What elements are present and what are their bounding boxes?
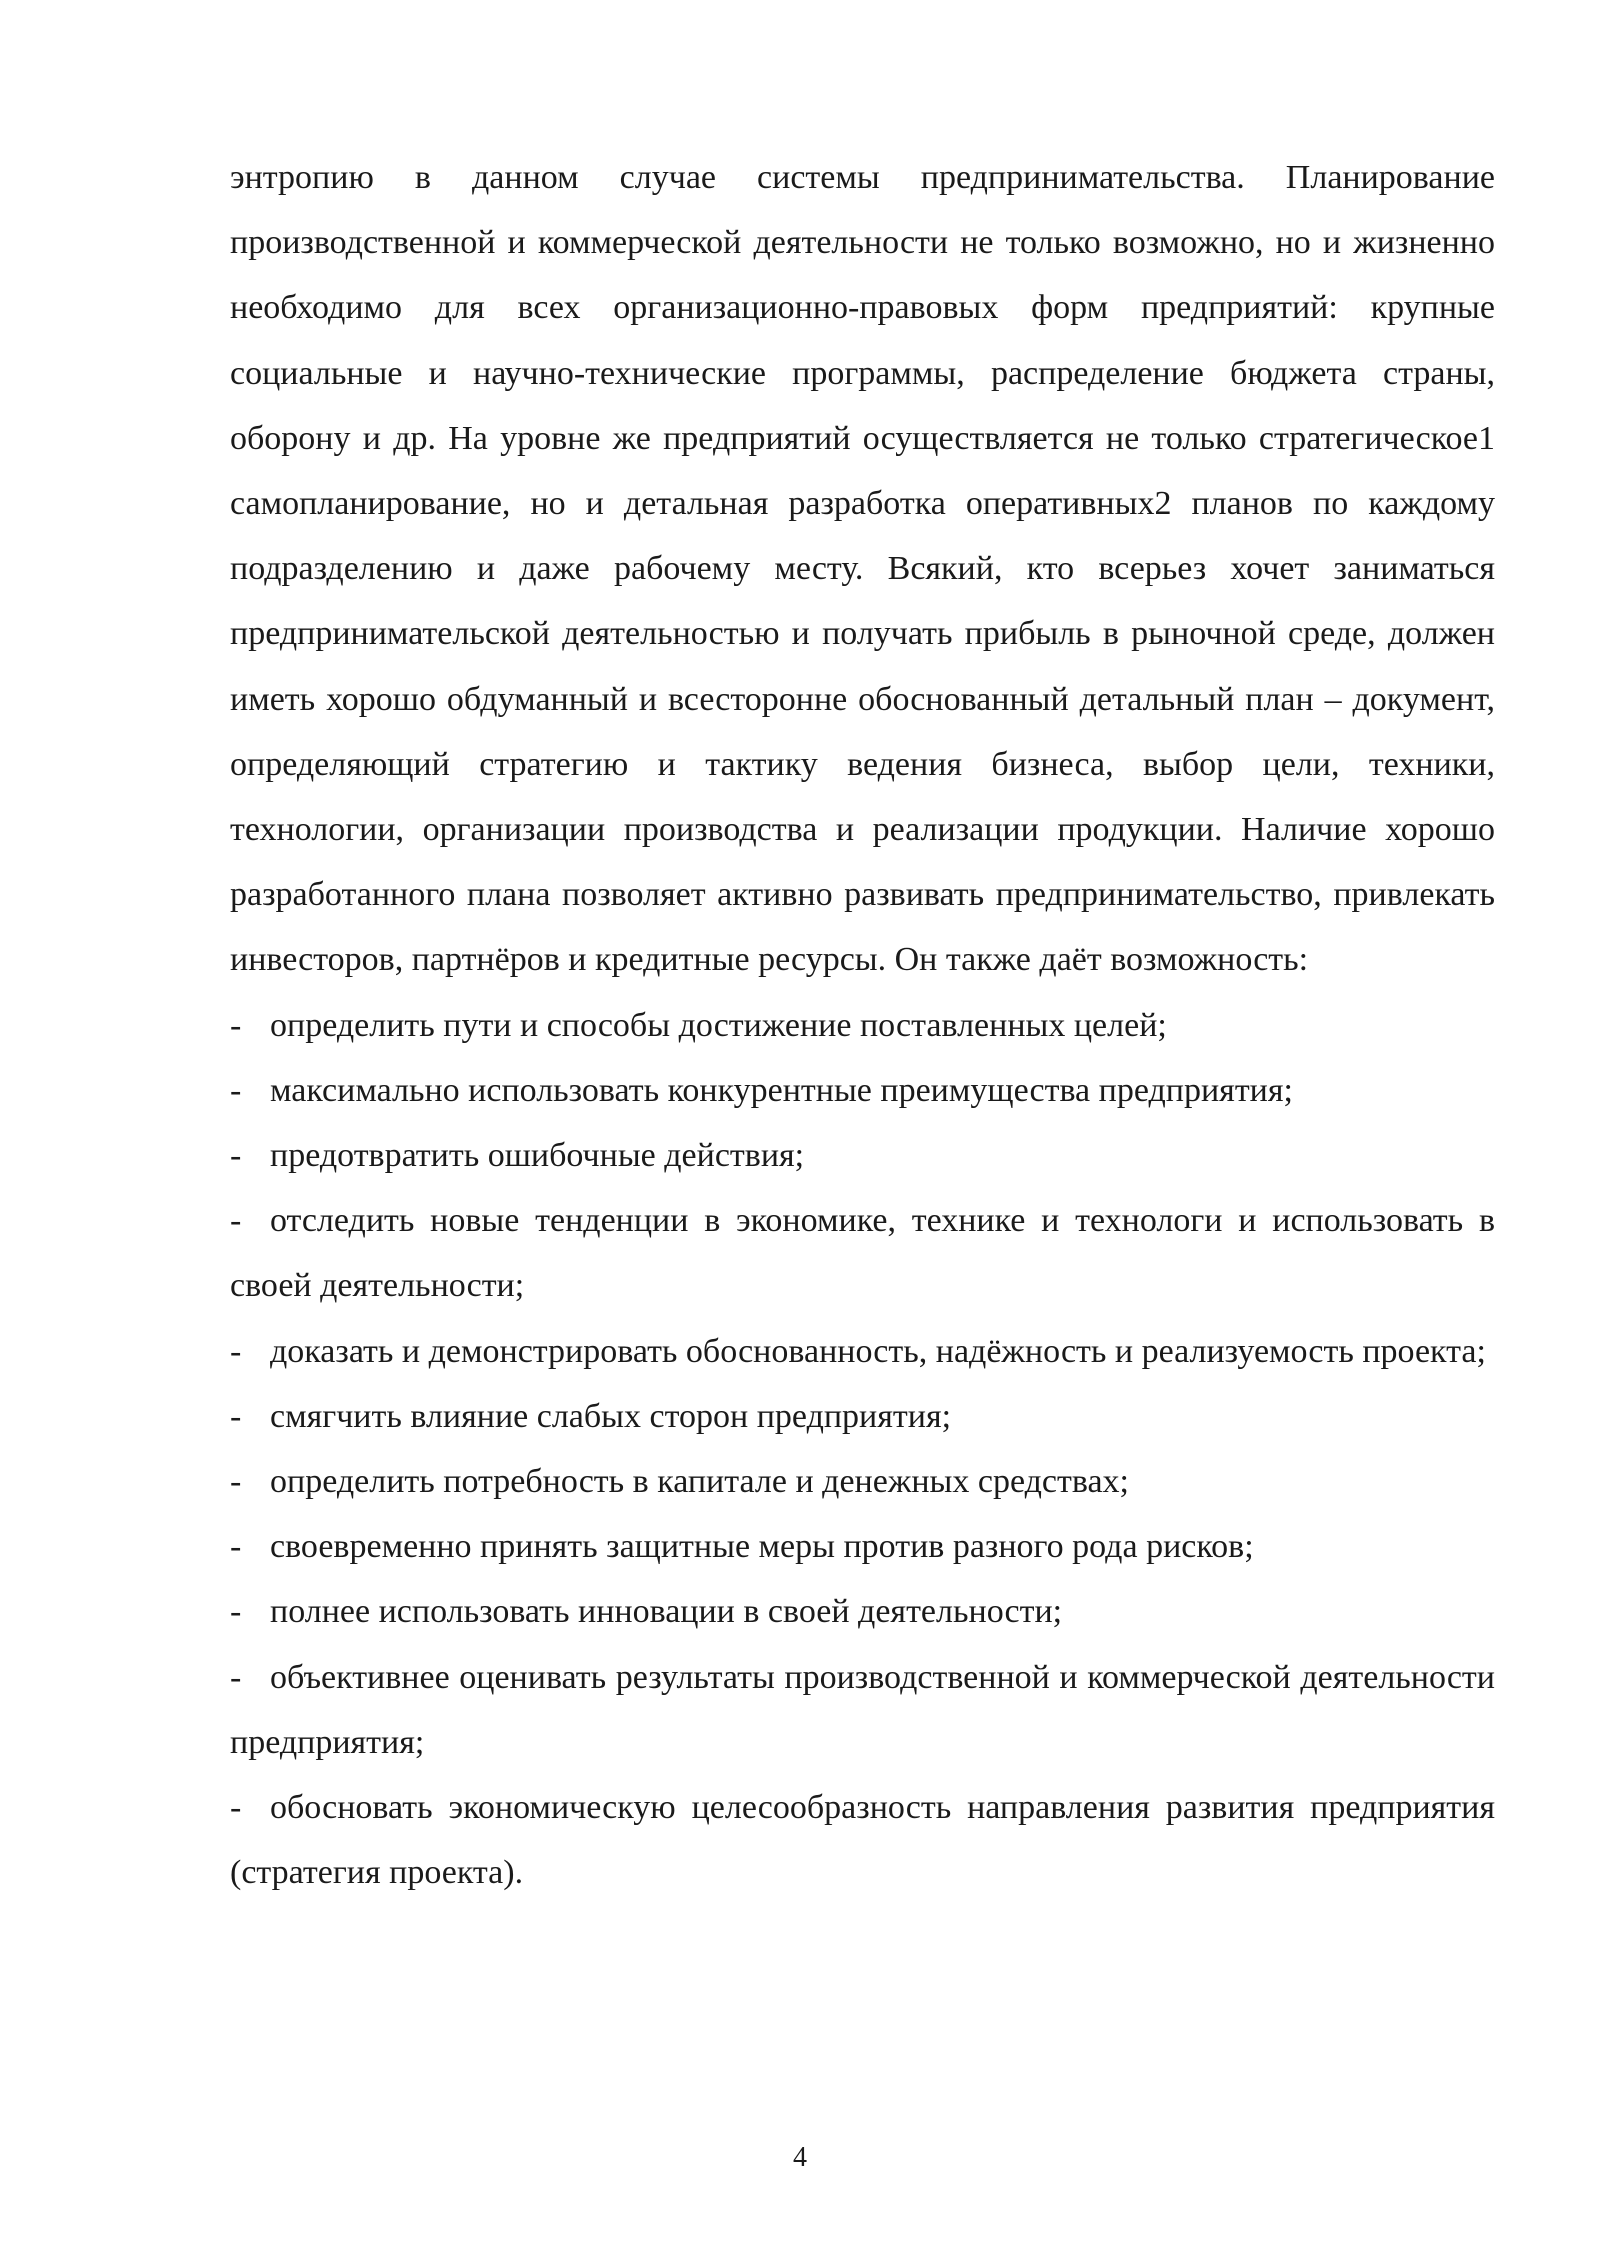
list-item-text: определить пути и способы достижение поставленных целей; [270,1006,1167,1044]
list-item [230,1058,1495,1123]
list-item [230,1579,1495,1644]
list-item [230,1645,1495,1775]
list-marker: - [230,1137,242,1175]
list-item-text: доказать и демонстрировать обоснованность, надёжность и реализуемость проекта; [270,1332,1486,1370]
list-marker: - [230,1202,242,1240]
list-marker: - [230,1528,242,1566]
body-paragraph: энтропию в данном случае системы предпринимательства. Планирование производственной и коммерческой деятельности не только возможно, но и жизненно необходимо для всех организационно-правовых форм предприятий: крупные социальные и научно-технические программы, распределение бюджета страны, оборону и др. На уровне же предприятий осуществляется не только стратегическое1 самопланирование, но и детальная разработка оперативных2 планов по каждому подразделению и даже рабочему месту. Всякий, кто всерьез хочет заниматься предпринимательской деятельностью и получать прибыль в рыночной среде, должен иметь хорошо обдуманный и всесторонне обоснованный детальный план – документ, определяющий стратегию и тактику ведения бизнеса, выбор цели, техники, технологии, организации производства и реализации продукции. Наличие хорошо разработанного плана позволяет активно развивать предпринимательство, привлекать инвесторов, партнёров и кредитные ресурсы. Он также даёт возможность: [230,159,1495,979]
list-item [230,1123,1495,1188]
list-marker: - [230,1071,242,1109]
bullet-list [230,993,1495,1906]
list-item-text: предотвратить ошибочные действия; [270,1137,805,1175]
list-marker: - [230,1397,242,1435]
list-marker: - [230,1789,242,1827]
list-marker: - [230,1332,242,1370]
list-item-text: смягчить влияние слабых сторон предприятия; [270,1397,952,1435]
list-item [230,1514,1495,1579]
list-marker: - [230,1593,242,1631]
list-item [230,1188,1495,1318]
list-item-text: отследить новые тенденции в экономике, технике и технологи и использовать в своей деятельности; [230,1202,1495,1305]
document-body [230,145,1495,1905]
list-item [230,1449,1495,1514]
list-item-text: определить потребность в капитале и денежных средствах; [270,1463,1129,1501]
list-item [230,1384,1495,1449]
list-marker: - [230,1006,242,1044]
list-item-text: своевременно принять защитные меры против разного рода рисков; [270,1528,1254,1566]
list-marker: - [230,1658,242,1696]
list-item [230,1319,1495,1384]
list-item-text: объективнее оценивать результаты производственной и коммерческой деятельности предприятия; [230,1658,1495,1761]
list-item-text: обосновать экономическую целесообразность направления развития предприятия (стратегия проекта). [230,1789,1495,1892]
list-item-text: максимально использовать конкурентные преимущества предприятия; [270,1071,1293,1109]
list-item-text: полнее использовать инновации в своей деятельности; [270,1593,1063,1631]
list-marker: - [230,1463,242,1501]
list-item [230,1775,1495,1905]
page-number: 4 [793,2142,807,2173]
list-item [230,993,1495,1058]
